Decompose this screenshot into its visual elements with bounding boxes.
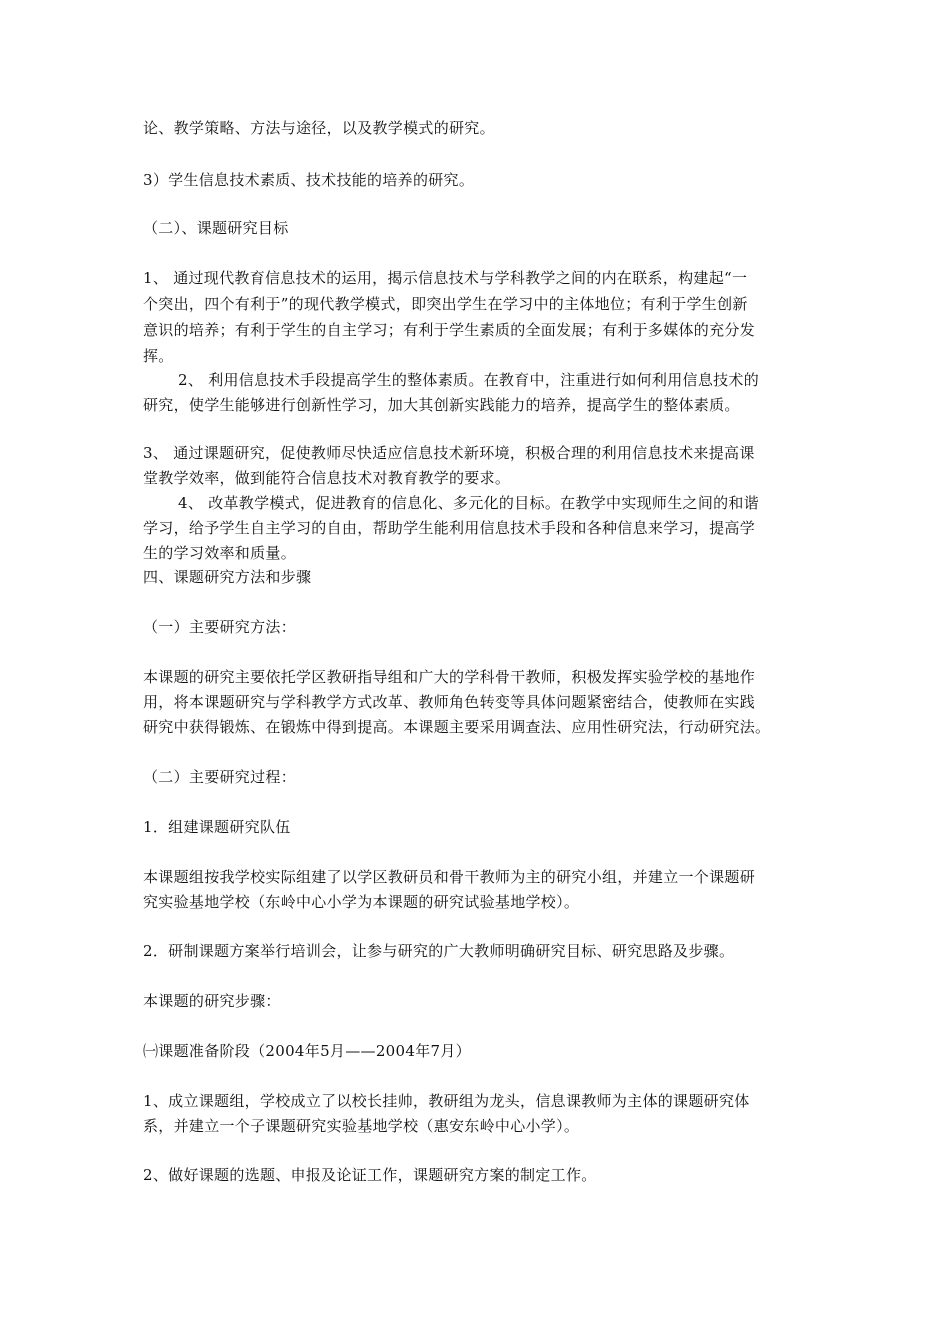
goal-4-line-1: 4、 改革教学模式，促进教育的信息化、多元化的目标。在教学中实现师生之间的和谐 <box>178 494 760 512</box>
process-team-line-2: 究实验基地学校（东岭中心小学为本课题的研究试验基地学校）。 <box>143 893 580 911</box>
goal-2-line-1: 2、 利用信息技术手段提高学生的整体素质。在教育中，注重进行如何利用信息技术的 <box>178 371 760 389</box>
methods-line-3: 研究中获得锻炼、在锻炼中得到提高。本课题主要采用调查法、应用性研究法，行动研究法。 <box>143 718 771 736</box>
research-steps-heading: 本课题的研究步骤： <box>143 992 281 1010</box>
subheading-process: （二）主要研究过程： <box>143 768 297 786</box>
phase-1-item-1-line-1: 1、成立课题组，学校成立了以校长挂帅，教研组为龙头，信息课教师为主体的课题研究体 <box>143 1092 750 1110</box>
methods-line-1: 本课题的研究主要依托学区教研指导组和广大的学科骨干教师，积极发挥实验学校的基地作 <box>143 668 756 686</box>
section-heading-goals: （二）、课题研究目标 <box>143 219 289 237</box>
section-heading-methods-steps: 四、课题研究方法和步骤 <box>143 568 312 586</box>
process-step-1: 1．组建课题研究队伍 <box>143 818 291 836</box>
methods-line-2: 用，将本课题研究与学科教学方式改革、教师角色转变等具体问题紧密结合，使教师在实践 <box>143 693 756 711</box>
text-line: 论、教学策略、方法与途径，以及教学模式的研究。 <box>143 119 495 137</box>
goal-1-line-2: 个突出，四个有利于”的现代教学模式，即突出学生在学习中的主体地位；有利于学生创新 <box>143 295 748 313</box>
goal-1-line-1: 1、 通过现代教育信息技术的运用，揭示信息技术与学科教学之间的内在联系，构建起“一 <box>143 269 748 287</box>
phase-1-item-1-line-2: 系，并建立一个子课题研究实验基地学校（惠安东岭中心小学）。 <box>143 1117 580 1135</box>
goal-4-line-3: 生的学习效率和质量。 <box>143 544 297 562</box>
process-team-line-1: 本课题组按我学校实际组建了以学区教研员和骨干教师为主的研究小组，并建立一个课题研 <box>143 868 756 886</box>
process-step-2: 2．研制课题方案举行培训会，让参与研究的广大教师明确研究目标、研究思路及步骤。 <box>143 942 735 960</box>
list-item-3: 3）学生信息技术素质、技术技能的培养的研究。 <box>143 171 475 189</box>
goal-1-line-3: 意识的培养；有利于学生的自主学习；有利于学生素质的全面发展；有利于多媒体的充分发 <box>143 321 756 339</box>
goal-1-line-4: 挥。 <box>143 347 174 365</box>
phase-1-item-2: 2、做好课题的选题、申报及论证工作，课题研究方案的制定工作。 <box>143 1166 597 1184</box>
subheading-methods: （一）主要研究方法： <box>143 618 297 636</box>
goal-3-line-2: 堂教学效率，做到能符合信息技术对教育教学的要求。 <box>143 469 511 487</box>
goal-2-line-2: 研究，使学生能够进行创新性学习，加大其创新实践能力的培养，提高学生的整体素质。 <box>143 396 740 414</box>
goal-3-line-1: 3、 通过课题研究，促使教师尽快适应信息技术新环境，积极合理的利用信息技术来提高课 <box>143 444 755 462</box>
goal-4-line-2: 学习，给予学生自主学习的自由，帮助学生能利用信息技术手段和各种信息来学习，提高学 <box>143 519 756 537</box>
phase-1-heading: ㈠课题准备阶段（2004年5月——2004年7月） <box>143 1042 471 1060</box>
